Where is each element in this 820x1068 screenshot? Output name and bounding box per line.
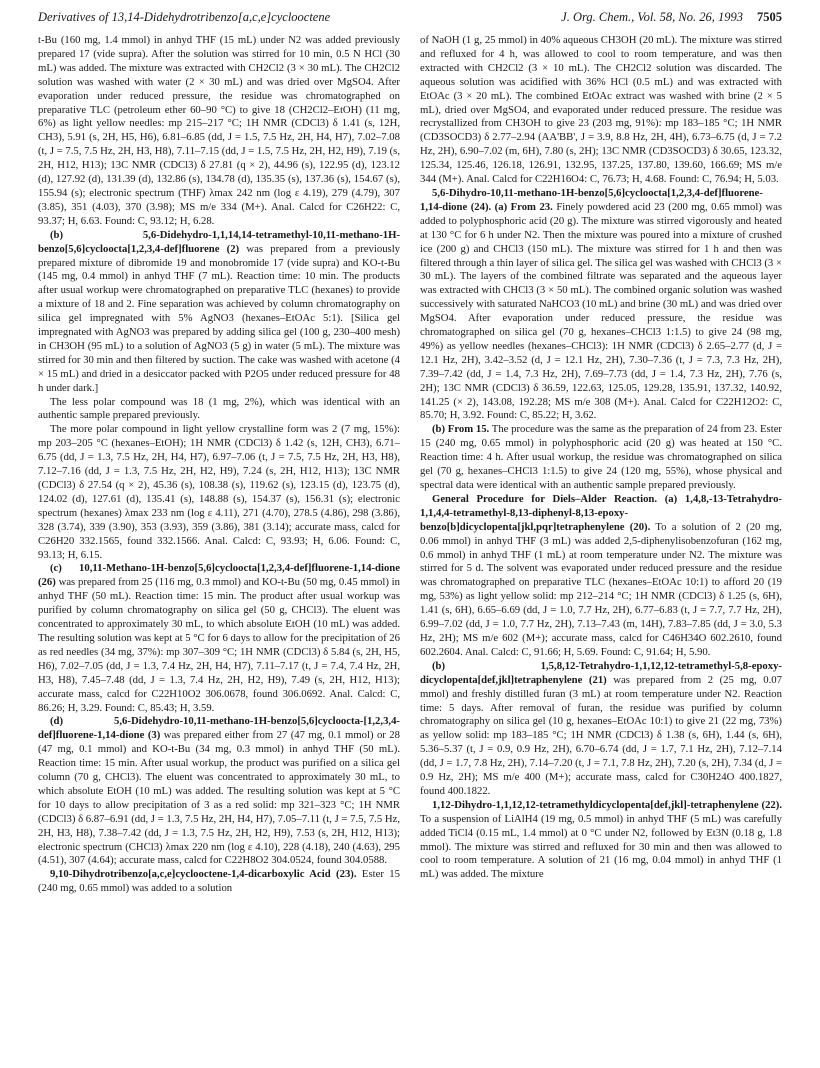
paragraph-text: was prepared either from 27 (47 mg, 0.1 mmol) or 28 (47 mg, 0.1 mmol) and KO-t-Bu (34 mg, 0.3 mmol) in anhyd THF (50 mL). Reaction time: 15 min. After usual workup, the product was purified on a silica gel column (70 g, CHCl3). The eluent was concentrated to approximately 30 mL, to which absolute EtOH (10 mL) was added. The resulting solution was kept at 5 °C for 10 days to allow precipitation of 3 as a red solid: mp 321–323 °C; 1H NMR (CDCl3) δ 6.87–6.91 (dd, J = 1.3, 7.5 Hz, 2H, H4, H7), 7.05–7.11 (t, J = 7.5, 7.5 Hz, 2H, H3, H8), 7.38–7.42 (dd, J = 1.3, 7.5 Hz, 2H, H2, H9), 7.53 (s, 2H, H12, H13); electronic spectrum (CHCl3) λmax 220 nm (log ε 4.10), 228 (4.18), 240 (4.63), 295 (4.51), 307 (4.64); accurate mass, calcd for C22H8O2 304.0524, found 304.0588.: [38, 729, 400, 867]
paragraph: [38, 562, 400, 715]
paragraph: t-Bu (160 mg, 1.4 mmol) in anhyd THF (15 mL) under N2 was added previously prepared 17 (vide supra). After the solution was stirred for 10 min, 0.5 N HCl (30 mL) was added. The mixture was extracted with CH2Cl2 (3 × 30 mL). The CH2Cl2 solution was washed with water (2 × 30 mL) and was dried over MgSO4. After evaporation under reduced pressure, the residue was chromatographed on preparative TLC (petroleum ether 60–90 °C) to give 18 (CH2Cl2–EtOH) (11 mg, 6%) as light yellow needles: mp 215–217 °C; 1H NMR (CDCl3) δ 1.41 (s, 12H, CH3), 5.91 (s, 2H, H5, H6), 6.81–6.85 (dd, J = 1.5, 7.5 Hz, 2H, H4, H7), 7.02–7.08 (t, J = 7.5, 7.5 Hz, 2H, H3, H8), 7.11–7.15 (dd, J = 1.5, 7.5 Hz, 2H, H2, H9), 7.19 (s, 2H, H12, H13); 13C NMR (CDCl3) δ 27.81 (q × 2), 44.96 (s), 122.95 (d), 123.12 (d), 127.92 (d), 131.39 (d), 132.86 (s), 134.78 (d), 135.35 (s), 137.36 (s), 154.67 (s), 155.94 (s); electronic spectrum (THF) λmax 242 nm (log ε 4.19), 279 (4.79), 307 (3.85), 351 (4.03), 370 (3.98); MS m/e 334 (M+). Anal. Calcd for C26H22: C, 93.37; H, 6.63. Found: C, 93.12; H, 6.28.: [38, 34, 400, 227]
paragraph-heading: General Procedure for Diels–Alder Reaction. (a) 1,4,8,-13-Tetrahydro-1,1,4,4-tetramethyl-8,13-diphenyl-8,13-epoxy-benzo[b]dicyclopenta[jkl,pqr]tetraphenylene (20).: [420, 492, 782, 533]
paragraph-text: was prepared from 2 (25 mg, 0.07 mmol) and freshly distilled furan (3 mL) at room temperature under N2. Reaction time: 5 days. After removal of furan, the residue was purified by column chromatography on silica gel (10 g, hexanes–EtOAc 10:1) to give 21 (22 mg, 73%) as yellow solid: mp 183–185 °C; 1H NMR (CDCl3) δ 1.38 (s, 6H), 1.44 (s, 6H), 5.36–5.37 (t, J = 0.9, 0.9 Hz, 2H), 6.70–6.74 (dd, J = 1.7, 7.1 Hz, 2H), 7.12–7.14 (dd, J = 1.7, 7.8 Hz, 2H), 7.14–7.20 (t, J = 7.1, 7.8 Hz, 2H), 7.20 (s, 2H), 7.34 (d, J = 0.9 Hz, 2H); MS m/e 400 (M+); accurate mass, calcd for C30H24O 400.1827, found 400.1822.: [420, 673, 782, 797]
paragraph: [420, 493, 782, 660]
paragraph-heading: (b) 5,6-Didehydro-1,1,14,14-tetramethyl-10,11-methano-1H-benzo[5,6]cycloocta[1,2,3,4-def]fluorene (2): [38, 228, 400, 255]
body-columns: [38, 34, 782, 1058]
paragraph-text: was prepared from 25 (116 mg, 0.3 mmol) and KO-t-Bu (50 mg, 0.45 mmol) in anhyd THF (50 mL). Reaction time: 15 min. The product after usual workup was purified by column chromatography on silica gel (50 g, CHCl3). The eluent was concentrated to approximately 30 mL, to which absolute EtOH (10 mL) was added. The resulting solution was kept at 5 °C for 6 days to allow for the precipitation of 26 as red needles (34 mg, 37%): mp 307–309 °C; 1H NMR (CDCl3) δ 5.84 (s, 2H, H5, H6), 7.02–7.05 (dd, J = 1.3, 7.4 Hz, 2H, H4, H7), 7.11–7.17 (t, J = 7.4, 7.4 Hz, 2H, H3, H8), 7.45–7.48 (dd, J = 1.3, 7.4 Hz, 2H, H2, H9), 7.49 (s, 2H, H12, H13); accurate mass, calcd for C22H10O2 306.0678, found 306.0692. Anal. Calcd: C, 86.26; H, 3.29. Found: C, 85.43; H, 3.59.: [38, 576, 400, 714]
paragraph: The less polar compound was 18 (1 mg, 2%), which was identical with an authentic sample prepared previously.: [38, 395, 400, 422]
paragraph: of NaOH (1 g, 25 mmol) in 40% aqueous CH3OH (20 mL). The mixture was stirred and refluxed for 4 h, was allowed to cool to room temperature, and was then extracted with CH2Cl2 (3 × 10 mL). The CH2Cl2 solution was discarded. The aqueous solution was acidified with 36% HCl (0.5 mL) and was extracted with EtOAc (3 × 20 mL). The combined EtOAc extract was washed with brine (2 × 5 mL), dried over MgSO4, and evaporated under reduced pressure. The residue was recrystallized from CH3OH to give 23 (203 mg, 91%): mp 183–185 °C; 1H NMR (CD3SOCD3) δ 2.77–2.94 (AA'BB', J = 3.9, 8.8 Hz, 2H, 4H), 6.73–6.75 (d, J = 7.2 Hz, 2H), 6.90–7.02 (m, 6H), 7.80 (s, 2H); 13C NMR (CD3SOCD3) δ 30.65, 123.32, 125.34, 125.46, 126.18, 126.91, 132.95, 137.25, 137.80, 139.60, 166.69; MS m/e 344 (M+). Anal. Calcd for C22H16O4: C, 76.73; H, 4.68. Found: C, 76.94; H, 5.03.: [420, 34, 782, 186]
paragraph: [38, 868, 400, 896]
paragraph: [38, 229, 400, 396]
running-title: Derivatives of 13,14-Didehydrotribenzo[a,c,e]cyclooctene: [38, 10, 331, 24]
paragraph-heading: (d) 5,6-Didehydro-10,11-methano-1H-benzo[5,6]cycloocta-[1,2,3,4-def]fluorene-1,14-dione (3): [38, 715, 400, 742]
paragraph-heading: (c) 10,11-Methano-1H-benzo[5,6]cycloocta[1,2,3,4-def]fluorene-1,14-dione (26): [38, 562, 400, 589]
paragraph-heading: 9,10-Dihydrotribenzo[a,c,e]cyclooctene-1,4-dicarboxylic Acid (23).: [50, 868, 357, 881]
paragraph: [38, 715, 400, 868]
paragraph-text: Ester 15 (240 mg, 0.65 mmol) was added to a solution: [38, 868, 400, 895]
paragraph-heading: 5,6-Dihydro-10,11-methano-1H-benzo[5,6]cycloocta[1,2,3,4-def]fluorene-1,14-dione (24). (a) From 23.: [420, 186, 763, 213]
paragraph-heading: (b) 1,5,8,12-Tetrahydro-1,1,12,12-tetramethyl-5,8-epoxy-dicyclopenta[def,jkl]tetraphenylene (21): [420, 659, 782, 686]
paragraph-text: The procedure was the same as the preparation of 24 from 23. Ester 15 (240 mg, 0.65 mmol) in polyphosphoric acid (20 g) was heated at 150 °C. Reaction time: 4 h. After usual workup, the residue was chromatographed on silica gel (70 g, hexanes–CHCl3 1:1.5) to give 24 (120 mg, 55%), whose physical and spectral data were identical with an authentic sample prepared previously.: [420, 423, 782, 491]
right-column: [420, 34, 782, 1058]
paragraph: [420, 423, 782, 493]
paragraph: The more polar compound in light yellow crystalline form was 2 (7 mg, 15%): mp 203–205 °C (hexanes–EtOH); 1H NMR (CDCl3) δ 1.42 (s, 12H, CH3), 6.71–6.75 (dd, J = 1.3, 7.5 Hz, 2H, H4, H7), 6.97–7.06 (t, J = 7.5, 7.5 Hz, 2H, H3, H8), 7.12–7.16 (dd, J = 1.3, 7.5 Hz, 2H, H2, H9), 7.24 (s, 2H, H12, H13); 13C NMR (CDCl3) δ 27.54 (q × 2), 45.36 (s), 108.38 (s), 119.62 (s), 123.15 (d), 123.75 (d), 124.02 (d), 127.61 (d), 135.41 (s), 148.88 (s), 154.37 (s), 156.31 (s); electronic spectrum (hexanes) λmax 233 nm (log ε 4.11), 271 (4.70), 278.5 (4.86), 298 (3.86), 328 (3.74), 339 (3.90), 353 (3.93), 359 (3.86), 381 (3.14); accurate mass, calcd for C26H20 332.1565, found 332.1566. Anal. Calcd: C, 93.93; H, 6.06. Found: C, 93.13; H, 6.15.: [38, 423, 400, 561]
paragraph-text: To a suspension of LiAlH4 (19 mg, 0.5 mmol) in anhyd THF (5 mL) was carefully added TiCl4 (0.15 mL, 1.4 mmol) at 0 °C under N2, followed by Et3N (0.18 g, 1.8 mmol). The mixture was stirred and refluxed for 30 min and then was allowed to cool to room temperature. A solution of 21 (16 mg, 0.04 mmol) in anhyd THF (1 mL) was added. The mixture: [420, 812, 782, 881]
paragraph: [420, 187, 782, 423]
paragraph: [420, 660, 782, 799]
paragraph-text: To a solution of 2 (20 mg, 0.06 mmol) in anhyd THF (3 mL) was added 2,5-diphenylisobenzofuran (162 mg, 0.6 mmol) in anhyd THF (1 mL) at room temperature under N2. The mixture was stirred for 5 d. The solvent was evaporated under reduced pressure and the residue was chromatographed on preparative TLC (hexanes–EtOAc 10:1) to afford 20 (19 mg, 53%) as light yellow solid: mp 212–214 °C; 1H NMR (CDCl3) δ 1.25 (s, 6H), 1.41 (s, 6H), 6.65–6.69 (dd, J = 1.0, 7.7 Hz, 2H), 6.77–6.83 (t, J = 7.7, 7.7 Hz, 2H), 6.99–7.02 (dd, J = 1.0, 7.7 Hz, 2H), 7.13–7.43 (m, 14H), 7.83–7.85 (dd, J = 3.0, 5.3 Hz, 2H); MS m/e 602 (M+); accurate mass, calcd for C46H34O 602.2610, found 602.2604. Anal. Calcd: C, 91.66; H, 5.69. Found: C, 91.64; H, 5.90.: [420, 520, 782, 658]
paragraph-heading: 1,12-Dihydro-1,1,12,12-tetramethyldicyclopenta[def,jkl]-tetraphenylene (22).: [432, 798, 782, 811]
paragraph: [420, 799, 782, 882]
paragraph-text: was prepared from a previously prepared mixture of dibromide 19 and monobromide 17 (vide supra) and KO-t-Bu (145 mg, 0.4 mmol) in anhyd THF (7 mL). Reaction time: 10 min. The products after usual workup were chromatographed on preparative TLC (hexanes) to provide a mixture of 18 and 2. Fine separation was achieved by column chromatography on silica gel impregnated with 5% AgNO3 (hexanes–EtOAc 5:1). [Silica gel impregnated with AgNO3 was prepared by adding silica gel (100 g, 230–400 mesh) in CH3OH (95 mL) to a solution of AgNO3 (5 g) in water (5 mL). The mixture was stirred for 30 min and then filtered by suction. The cake was washed with acetone (4 × 15 mL) and dried in a desiccator packed with P2O5 under reduced pressure for 48 h under dark.]: [38, 242, 400, 394]
running-header: [38, 10, 782, 30]
paragraph-heading: (b) From 15.: [432, 423, 490, 436]
page-number: 7505: [757, 10, 782, 24]
journal-citation: J. Org. Chem., Vol. 58, No. 26, 1993: [561, 10, 743, 24]
paragraph-text: Finely powdered acid 23 (200 mg, 0.65 mmol) was added to polyphosphoric acid (20 g). The mixture was stirred vigorously and heated at 130 °C for 6 h under N2. Then the mixture was poured into a mixture of crushed ice (200 g) and CHCl3 (150 mL). The mixture was stirred for 1 h and then was filtered through a thin layer of silica gel. The silica gel was washed with CHCl3 (3 × 30 mL). The layers of the combined filtrate was separated and the aqueous layer was extracted with CHCl3 (3 × 50 mL). The combined organic solution was washed successively with saturated NaHCO3 (10 mL) and brine (30 mL) and was dried over MgSO4. After evaporation under reduced pressure, the residue was chromatographed on silica gel (70 g, hexanes–CHCl3 1:1.5) to give 24 (98 mg, 49%) as yellow needles (hexanes–CHCl3): 1H NMR (CDCl3) δ 2.65–2.77 (d, J = 12.1 Hz, 2H), 3.42–3.52 (d, J = 12.1 Hz, 2H), 7.30–7.36 (t, J = 7.3, 7.3 Hz, 2H), 7.39–7.42 (dd, J = 1.4, 7.3 Hz, 2H), 7.69–7.73 (dd, J = 1.4, 7.3 Hz, 2H), 7.76 (s, 2H); 13C NMR (CDCl3) δ 36.59, 122.63, 125.05, 129.28, 135.91, 137.32, 140.92, 141.25 (× 2), 143.08, 192.28; MS m/e 308 (M+). Anal. Calcd for C22H12O2: C, 85.70; H, 3.92. Found: C, 85.22; H, 3.62.: [420, 200, 782, 422]
left-column: [38, 34, 400, 1058]
